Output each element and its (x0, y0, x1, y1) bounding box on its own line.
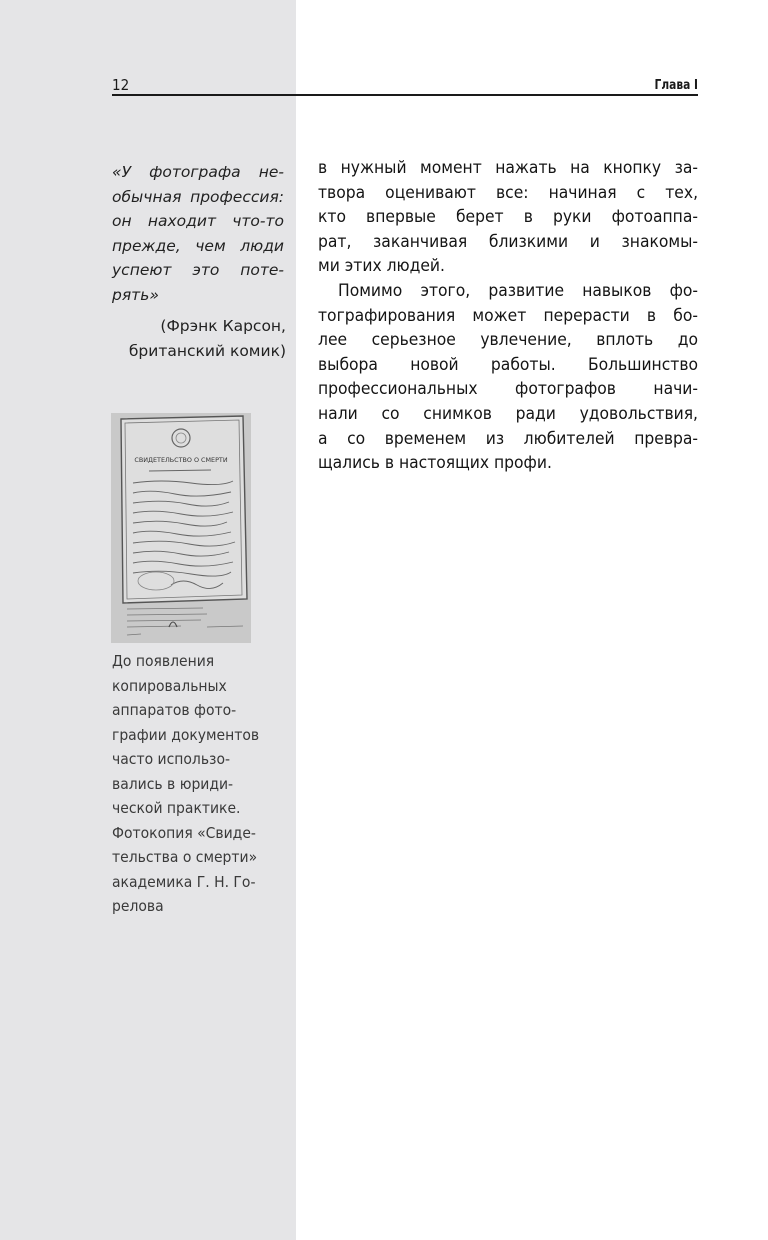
page-number: 12 (112, 76, 130, 94)
quote-line: обычная профессия: (112, 187, 284, 206)
main-body-text (318, 156, 698, 476)
death-certificate-photo (111, 413, 251, 643)
caption-line: ческой практике. (112, 799, 241, 817)
quote-line: рять» (112, 285, 159, 304)
caption-line: аппаратов фото- (112, 701, 237, 719)
body-line: Помимо этого, развитие навыков фо- (338, 280, 698, 301)
caption-line: релова (112, 897, 164, 915)
body-line: ми этих людей. (318, 256, 445, 277)
quote-line: он находит что-то (112, 212, 284, 230)
quote-attribution (112, 314, 286, 363)
caption-line: тельства о смерти» (112, 848, 258, 866)
body-line: в нужный момент нажать на кнопку за- (318, 158, 698, 178)
body-line: выбора новой работы. Большинство (318, 354, 698, 375)
quote-line: успеют это поте- (112, 261, 284, 279)
attribution-line: (Фрэнк Карсон, (160, 317, 286, 335)
caption-line: вались в юриди- (112, 774, 234, 793)
caption-line: Фотокопия «Свиде- (112, 823, 256, 842)
body-line: а со временем из любителей превра- (318, 428, 698, 449)
body-line: нали со снимков ради удовольствия, (318, 403, 698, 424)
body-line: твора оценивают все: начиная с тех, (318, 182, 698, 203)
caption-line: академика Г. Н. Го- (112, 872, 256, 891)
attribution-line: британский комик) (128, 341, 286, 360)
body-line: кто впервые берет в руки фотоаппа- (318, 207, 698, 228)
quote-line: прежде, чем люди (112, 236, 284, 255)
body-line: лее серьезное увлечение, вплоть до (318, 330, 698, 351)
chapter-title: Глава I (654, 78, 698, 93)
caption-line: графии документов (112, 725, 260, 744)
caption-line: копировальных (112, 676, 227, 695)
header-rule (112, 94, 698, 96)
caption-line: часто использо- (112, 750, 231, 768)
certificate-heading: СВИДЕТЕЛЬСТВО О СМЕРТИ (134, 456, 228, 464)
body-line: щались в настоящих профи. (318, 453, 552, 474)
quote-line: «У фотографа не- (112, 163, 284, 181)
caption-line: До появления (112, 652, 215, 670)
epigraph-quote (112, 160, 284, 307)
body-line: тографирования может перерасти в бо- (318, 305, 698, 326)
body-line: рат, заканчивая близкими и знакомы- (318, 231, 698, 252)
photo-caption (112, 649, 290, 919)
body-line: профессиональных фотографов начи- (318, 379, 698, 400)
